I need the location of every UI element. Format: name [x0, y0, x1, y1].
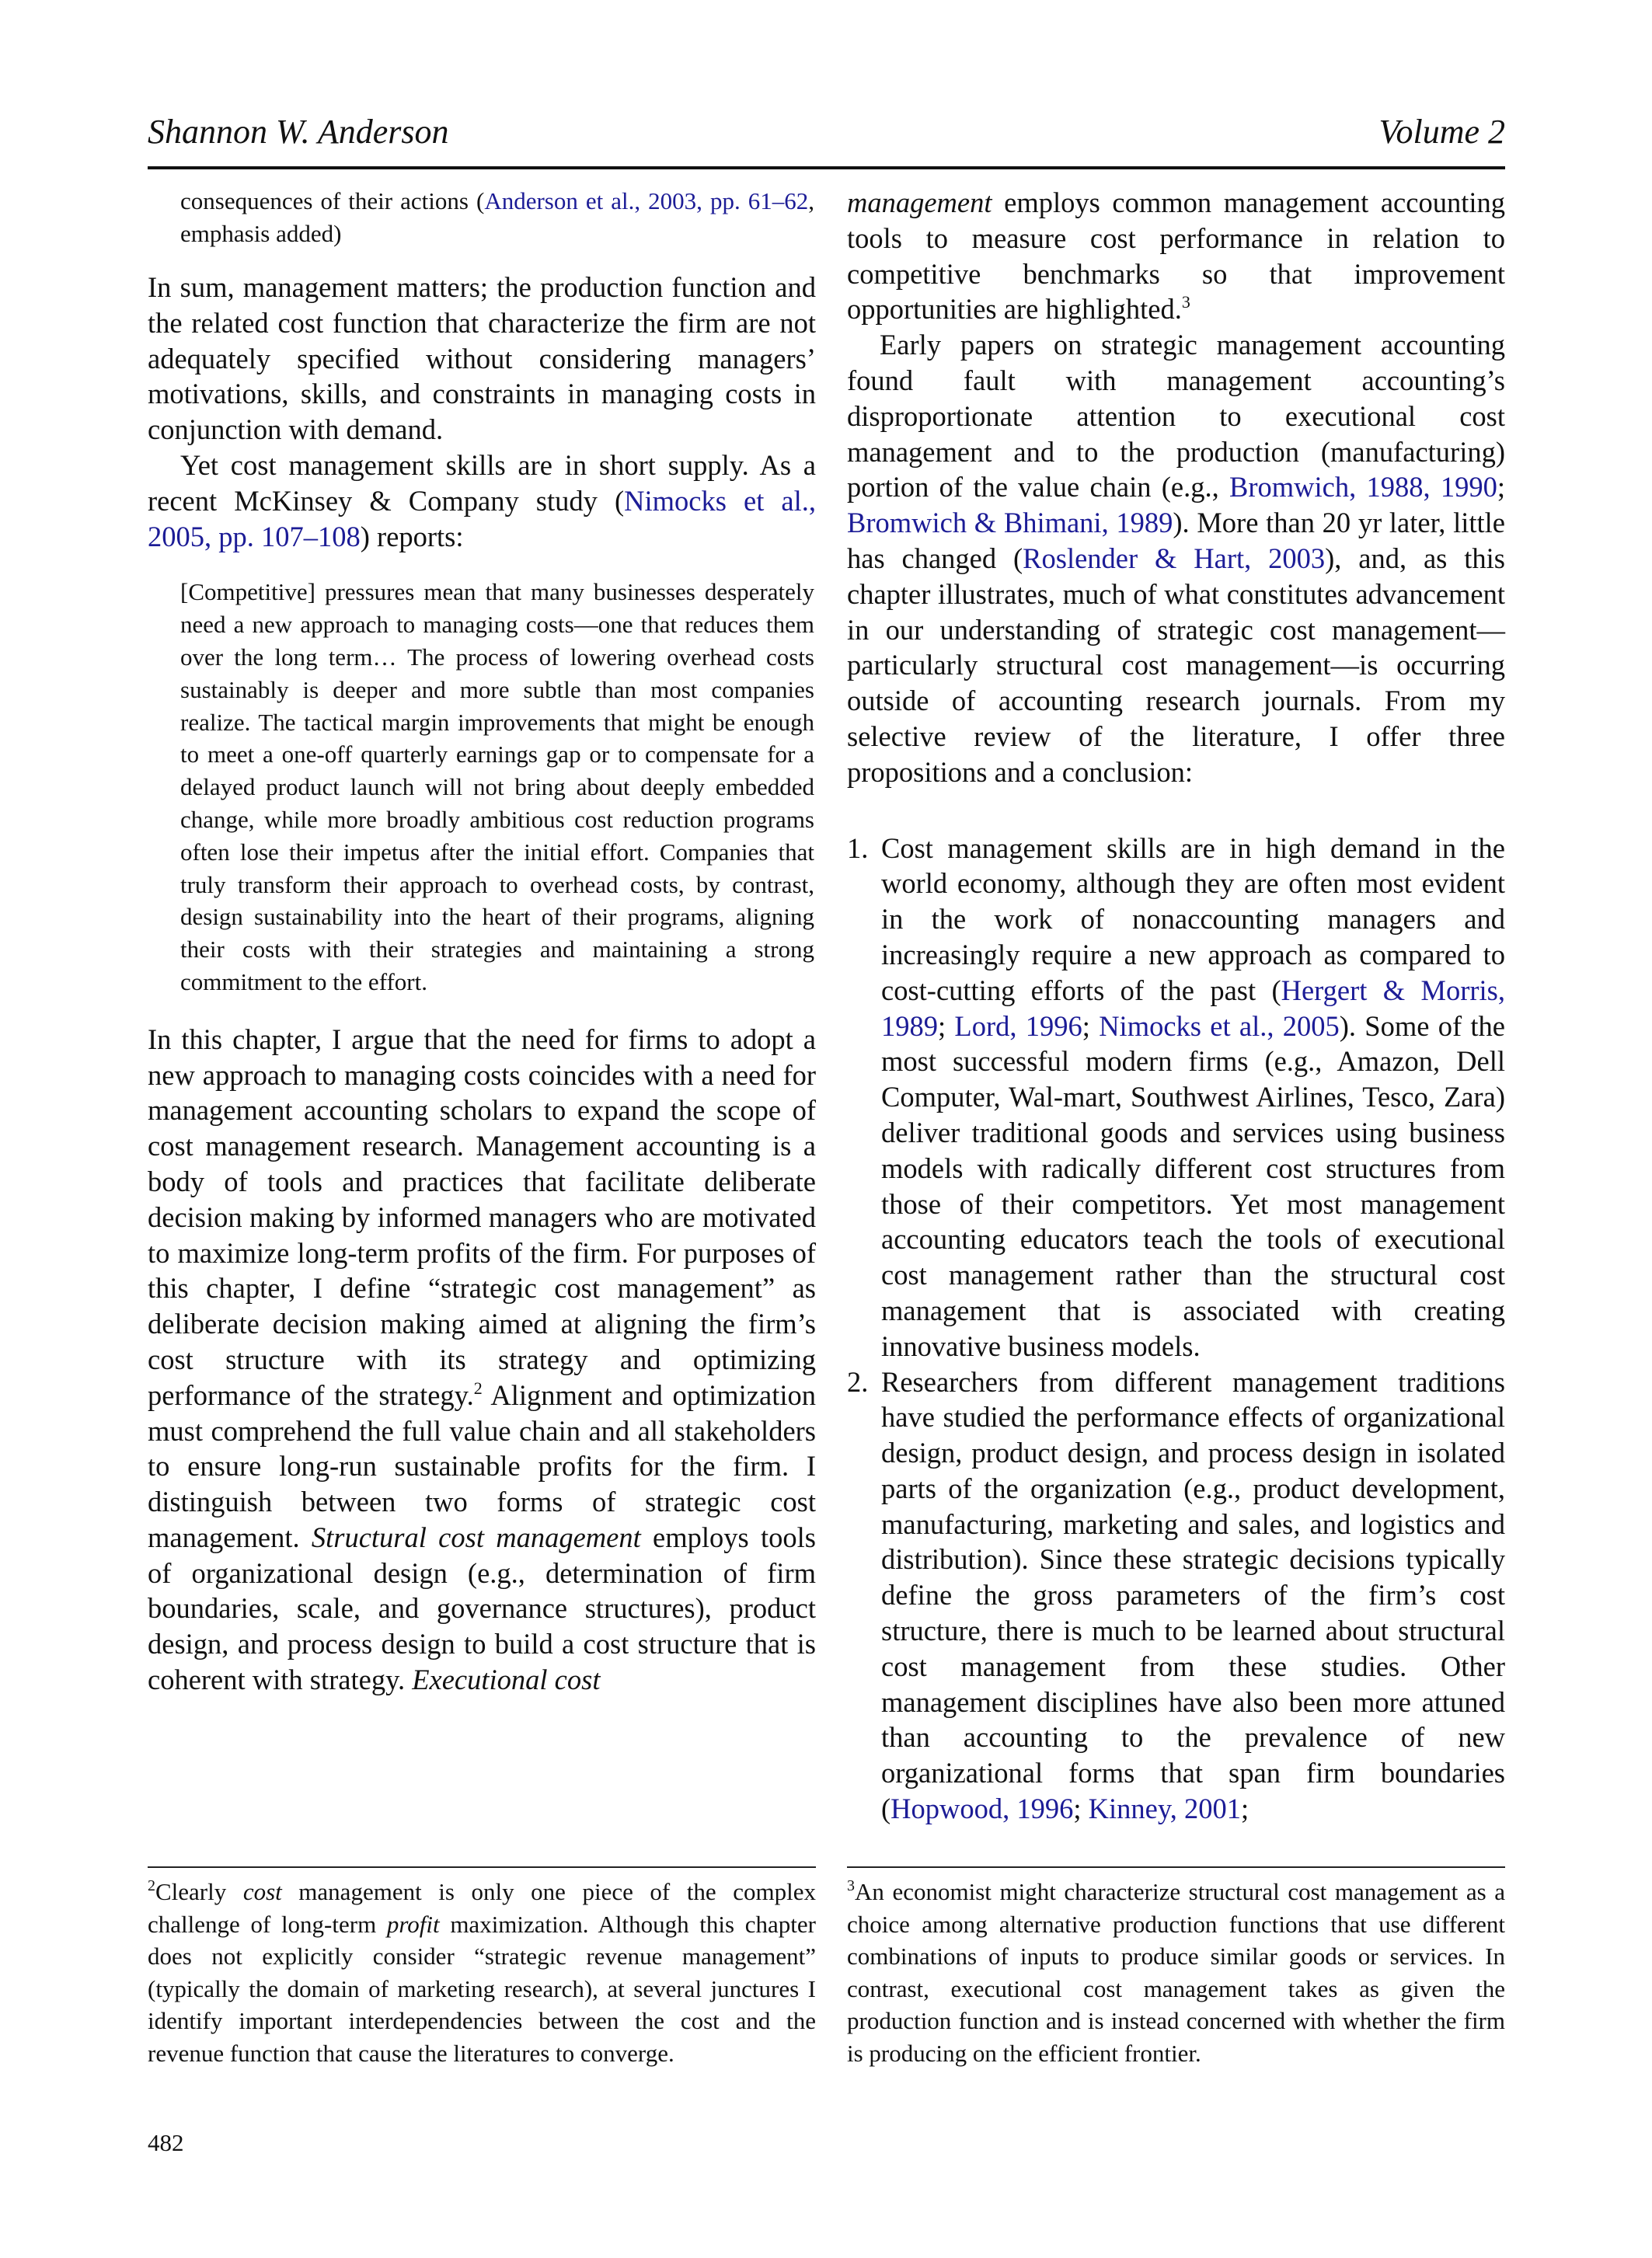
right-column — [847, 185, 1505, 1827]
citation-link[interactable]: Roslender & Hart, 2003 — [1023, 542, 1326, 574]
list-item: 2. Researchers from different management traditions have studied the performance effects of organizational design, product design, and process design in isolated parts of the organization (e.g., product development, manufacturing, marketing and sales, and logistics and distribution). Since these strategic decisions typically define the gross parameters of the firm’s cost structure, there is much to be learned about structural cost management from these studies. Other management disciplines have also been more attuned than accounting to the prevalence of new organizational forms that span firm boundaries (Hopwood, 1996; Kinney, 2001; — [847, 1365, 1505, 1825]
citation-link[interactable]: Anderson et al., 2003, — [484, 187, 702, 214]
citation-link[interactable]: Kinney, 2001 — [1088, 1793, 1241, 1825]
footnote-area-right — [847, 1866, 1505, 2070]
paragraph: management employs common management accounting tools to measure cost performance in relation to competitive benchmarks so that improvement opportunities are highlighted.$^3$ — [847, 186, 1505, 326]
paragraph: In sum, management matters; the production function and the related cost function that characterize the firm are not adequately specified without considering managers’ motivations, skills, and constraints in managing costs in conjunction with demand. — [148, 271, 816, 446]
paragraph: Yet cost management skills are in short supply. As a recent McKinsey & Company study (Nimocks et al., 2005, pp. 107–108) reports: — [148, 448, 816, 552]
footnote-ref[interactable]: 3 — [1181, 292, 1190, 312]
list-item: 1. Cost management skills are in high demand in the world economy, although they are often most evident in the work of nonaccounting managers and increasingly require a new approach as compared to cost-cutting efforts of the past (Hergert & Morris, 1989; Lord, 1996; Nimocks et al., 2005). Some of the most successful modern firms (e.g., Amazon, Dell Computer, Wal-mart, Southwest Airlines, Tesco, Zara) deliver traditional goods and services using business models with radically different cost structures from those of their competitors. Yet most management accounting educators teach the tools of executional cost management rather than the structural cost management that is associated with creating innovative business models. — [847, 831, 1505, 1362]
citation-link[interactable]: Lord, 1996 — [954, 1009, 1082, 1042]
block-quote: [Competitive] pressures mean that many businesses desperately need a new approach to managing costs—one that reduces them over the long term… The process of lowering overhead costs sustainably is deeper and more subtle than most companies realize. The tactical margin improvements that might be enough to meet a one-off quarterly earnings gap or to compensate for a delayed product launch will not bring about deeply embedded change, while more broadly ambitious cost reduction programs often lose their impetus after the initial effort. Companies that truly transform their approach to overhead costs, by contrast, design sustainability into the heart of their programs, aligning their costs with their strategies and maintaining a strong commitment to the effort. — [180, 578, 814, 995]
block-quote-tail: consequences of their actions (Anderson et al., 2003, pp. 61–62, emphasis added) — [180, 187, 814, 247]
paragraph: In this chapter, I argue that the need for firms to adopt a new approach to managing costs coincides with a need for management accounting scholars to expand the scope of cost management research. Management accounting is a body of tools and practices that facilitate deliberate decision making by informed managers who are motivated to maximize long-term profits of the firm. For purposes of this chapter, I define “strategic cost management” as deliberate decision making aimed at aligning the firm’s cost structure with its strategy and optimizing performance of the strategy.$^2$ Alignment and optimization must comprehend the full value chain and all stakeholders to ensure long-run sustainable profits for the firm. I distinguish between two forms of strategic cost management. Structural cost management employs tools of organizational design (e.g., determination of firm boundaries, scale, and governance structures), product design, and process design to build a cost structure that is coherent with strategy. Executional cost — [148, 1023, 817, 1696]
footnote-divider — [847, 1866, 1505, 1868]
citation-link[interactable]: pp. 61–62 — [709, 187, 809, 214]
footnote-area-left — [148, 1866, 816, 2070]
citation-link[interactable]: Nimocks et al., 2005 — [1099, 1009, 1340, 1042]
citation-link[interactable]: Bromwich, 1988, 1990 — [1229, 471, 1497, 504]
propositions-list — [847, 831, 1505, 1827]
citation-link[interactable]: Hopwood, 1996 — [890, 1793, 1074, 1825]
footnote-ref[interactable]: 2 — [473, 1378, 483, 1398]
footnote-3: $^3$An economist might characterize structural cost management as a choice among alternative production functions that use different combinations of inputs to produce similar goods or services. In contrast, executional cost management takes as given the production function and is instead concerned with whether the firm is producing on the efficient frontier. — [847, 1877, 1505, 2067]
citation-link[interactable]: Nimocks et al., 2005, pp. 107–108 — [148, 484, 816, 552]
left-column — [148, 185, 816, 1698]
footnote-divider — [148, 1866, 816, 1868]
paragraph: Early papers on strategic management accounting found fault with management accounting’s disproportionate attention to executional cost management and to the production (manufacturing) portion of the value chain (e.g., Bromwich, 1988, 1990; Bromwich & Bhimani, 1989). More than 20 yr later, little has changed (Roslender & Hart, 2003), and, as this chapter illustrates, much of what constitutes advancement in our understanding of strategic cost management—particularly structural cost management—is occurring outside of accounting research journals. From my selective review of the literature, I offer three propositions and a conclusion: — [847, 329, 1505, 788]
header-volume: Volume 2 — [1378, 113, 1505, 151]
citation-link[interactable]: Bromwich & Bhimani, 1989 — [847, 507, 1173, 539]
footnote-2: $^2$Clearly cost management is only one piece of the complex challenge of long-term profit maximization. Although this chapter does not explicitly consider “strategic revenue management” (typically the domain of marketing research), at several junctures I identify important interdependencies between the cost and the revenue function that cause the literatures to converge. — [148, 1877, 816, 2067]
citation-link[interactable]: Hergert & Morris, 1989 — [881, 974, 1505, 1042]
page-number: 482 — [148, 2129, 184, 2156]
running-header — [148, 109, 1505, 169]
header-author: Shannon W. Anderson — [148, 113, 449, 151]
